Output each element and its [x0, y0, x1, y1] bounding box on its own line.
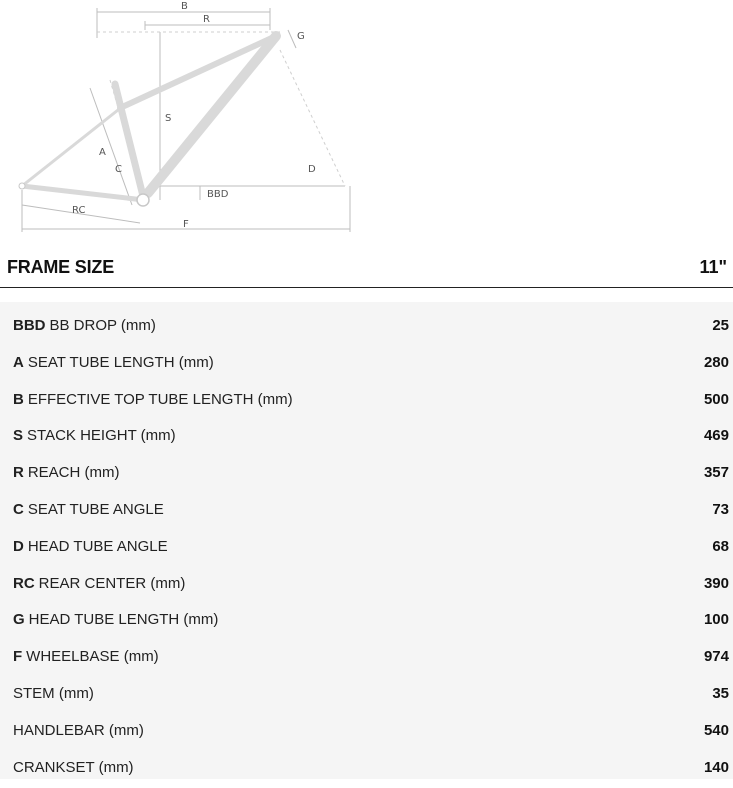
- table-row: [0, 493, 733, 530]
- row-code: F: [13, 648, 23, 665]
- row-code: S: [13, 427, 24, 444]
- row-value: 68: [712, 538, 729, 555]
- row-label: [13, 317, 156, 334]
- row-value: 500: [703, 391, 729, 408]
- row-name: CRANKSET (mm): [13, 759, 134, 776]
- row-name: SEAT TUBE ANGLE: [27, 501, 164, 518]
- row-code: D: [13, 538, 24, 555]
- geometry-table: [0, 302, 733, 779]
- table-row: [0, 456, 733, 493]
- table-row: [0, 603, 733, 640]
- row-label: [13, 685, 94, 702]
- row-name: STEM (mm): [13, 685, 94, 702]
- row-label: [13, 354, 214, 371]
- table-row: [0, 567, 733, 604]
- table-row: [0, 714, 733, 751]
- diagram-label-rc: RC: [72, 205, 86, 216]
- row-code: BBD: [13, 317, 46, 334]
- row-name: HEAD TUBE ANGLE: [27, 538, 168, 555]
- row-value: 974: [703, 648, 729, 665]
- frame-geometry-diagram: [0, 0, 360, 236]
- row-label: [13, 611, 218, 628]
- frame-size-value: 11": [699, 257, 727, 277]
- row-name: REAR CENTER (mm): [38, 575, 186, 592]
- frame-size-header: [0, 250, 733, 288]
- row-name: HEAD TUBE LENGTH (mm): [28, 611, 219, 628]
- diagram-label-d: D: [308, 164, 316, 175]
- diagram-label-f: F: [183, 219, 189, 230]
- row-code: R: [13, 464, 24, 481]
- row-label: [13, 427, 176, 444]
- row-label: [13, 575, 185, 592]
- row-label: [13, 722, 144, 739]
- row-value: 357: [703, 464, 729, 481]
- row-code: RC: [13, 575, 35, 592]
- row-label: [13, 391, 293, 408]
- table-row: [0, 419, 733, 456]
- row-code: A: [13, 354, 24, 371]
- row-name: REACH (mm): [27, 464, 120, 481]
- row-value: 35: [712, 685, 729, 702]
- diagram-label-s: S: [165, 113, 172, 124]
- diagram-label-b: B: [181, 1, 188, 12]
- row-label: [13, 501, 164, 518]
- row-code: C: [13, 501, 24, 518]
- row-name: WHEELBASE (mm): [26, 648, 159, 665]
- frame-size-title: FRAME SIZE: [7, 257, 115, 277]
- row-value: 25: [712, 317, 729, 334]
- diagram-label-c: C: [115, 164, 122, 175]
- row-value: 100: [703, 611, 729, 628]
- frame-geometry-svg: [0, 0, 360, 236]
- row-name: STACK HEIGHT (mm): [27, 427, 176, 444]
- table-row: [0, 640, 733, 677]
- diagram-label-bbd: BBD: [207, 189, 229, 200]
- row-label: [13, 464, 120, 481]
- diagram-label-g: G: [297, 31, 305, 42]
- row-name: HANDLEBAR (mm): [13, 722, 144, 739]
- row-value: 73: [712, 501, 729, 518]
- row-value: 469: [703, 427, 729, 444]
- diagram-label-r: R: [203, 14, 210, 25]
- row-name: BB DROP (mm): [49, 317, 156, 334]
- row-value: 280: [703, 354, 729, 371]
- row-value: 140: [703, 759, 729, 776]
- row-label: [13, 538, 168, 555]
- table-row: [0, 383, 733, 420]
- row-value: 540: [703, 722, 729, 739]
- row-name: EFFECTIVE TOP TUBE LENGTH (mm): [27, 391, 293, 408]
- table-row: [0, 309, 733, 346]
- row-code: B: [13, 391, 24, 408]
- diagram-label-a: A: [99, 147, 106, 158]
- row-name: SEAT TUBE LENGTH (mm): [27, 354, 214, 371]
- table-row: [0, 751, 733, 788]
- table-row: [0, 346, 733, 383]
- row-label: [13, 759, 134, 776]
- table-row: [0, 530, 733, 567]
- row-value: 390: [703, 575, 729, 592]
- table-row: [0, 677, 733, 714]
- row-label: [13, 648, 159, 665]
- row-code: G: [13, 611, 25, 628]
